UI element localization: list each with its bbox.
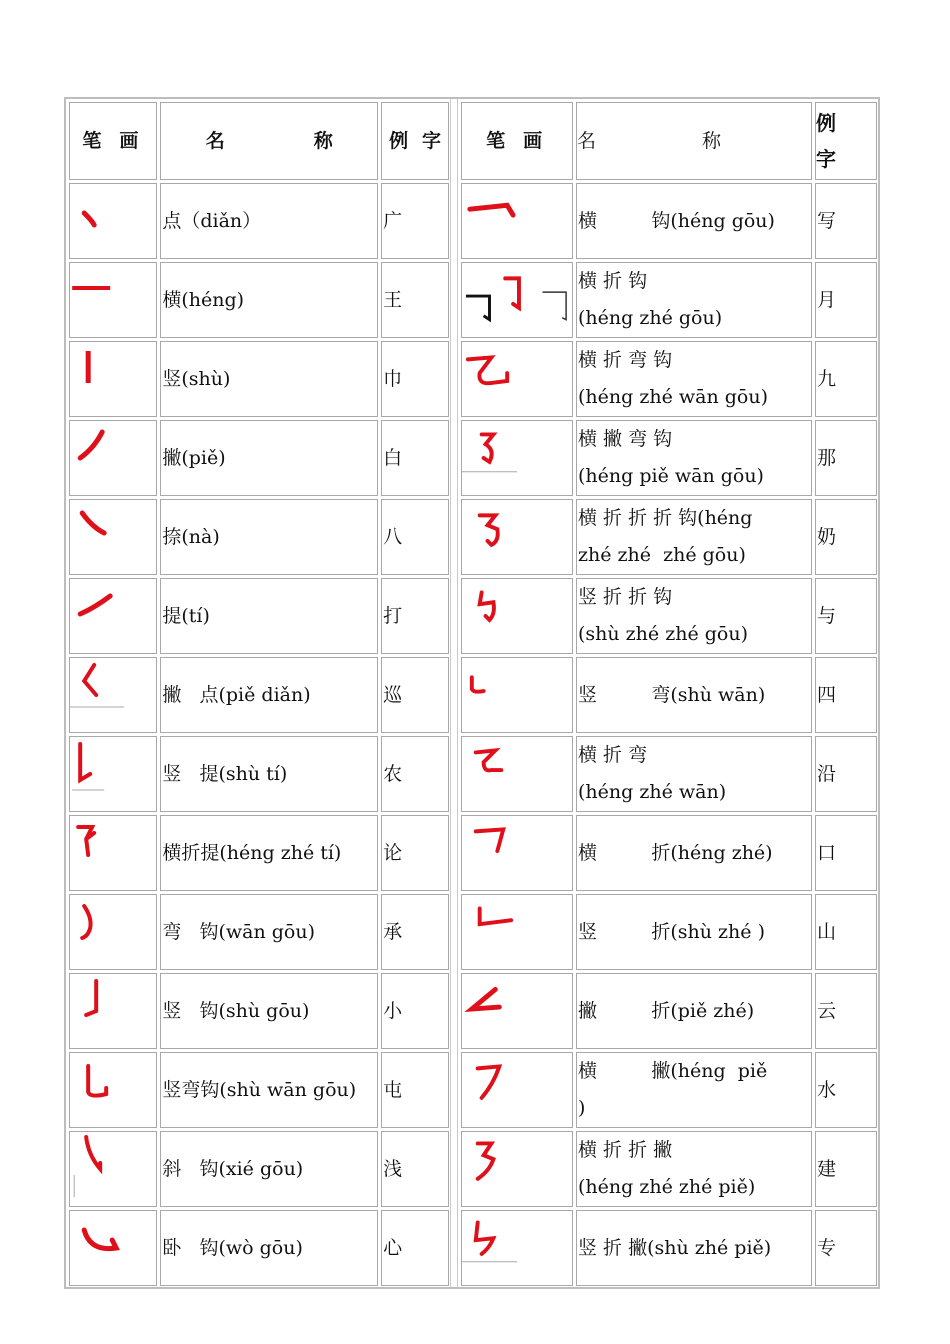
stroke-xiegou-icon	[69, 1131, 157, 1207]
stroke-hengzhezhezhegou-icon	[461, 499, 573, 575]
stroke-name	[576, 499, 812, 575]
stroke-wogou-icon	[69, 1210, 157, 1286]
table-row	[69, 578, 449, 654]
table-row	[69, 183, 449, 259]
example-char: 承	[381, 894, 449, 970]
example-char: 屯	[381, 1052, 449, 1128]
stroke-piedian-icon	[69, 657, 157, 733]
example-char: 打	[381, 578, 449, 654]
header-example-1: 例	[389, 130, 409, 152]
table-row	[461, 499, 877, 575]
table-row	[461, 894, 877, 970]
header-name-1: 名	[577, 130, 597, 152]
stroke-name-line2: (héng zhé wān)	[578, 781, 727, 803]
stroke-name	[576, 262, 812, 338]
stroke-name-line2: zhé zhé zhé gōu)	[578, 544, 746, 566]
stroke-name-line2: )	[578, 1097, 586, 1119]
example-char: 写	[815, 183, 877, 259]
stroke-hengpiewangou-icon	[461, 420, 573, 496]
stroke-shuwangou-icon	[69, 1052, 157, 1128]
stroke-name	[576, 1131, 812, 1207]
stroke-henggou-icon	[461, 183, 573, 259]
table-row	[69, 262, 449, 338]
stroke-dian-icon	[69, 183, 157, 259]
table-row	[461, 420, 877, 496]
stroke-shu-icon	[69, 341, 157, 417]
stroke-pie-icon	[69, 420, 157, 496]
stroke-name-line1: 横 折 折 折 钩(héng	[578, 507, 753, 529]
stroke-name: 竖(shù)	[160, 341, 378, 417]
stroke-hengzhegou-icon	[461, 262, 573, 338]
header-name-2: 称	[701, 130, 721, 152]
header-name-2: 称	[313, 130, 333, 152]
table-row	[69, 420, 449, 496]
stroke-name: 撇(piě)	[160, 420, 378, 496]
stroke-name: 斜 钩(xié gōu)	[160, 1131, 378, 1207]
stroke-shugou-icon	[69, 973, 157, 1049]
header-example-2: 字	[816, 147, 836, 171]
example-char: 水	[815, 1052, 877, 1128]
example-char: 口	[815, 815, 877, 891]
header-row	[69, 102, 449, 180]
table-row	[69, 1131, 449, 1207]
stroke-name-line1: 横 折 弯 钩	[578, 349, 673, 371]
stroke-hengzheti-icon	[69, 815, 157, 891]
header-example-2: 字	[422, 130, 442, 152]
stroke-name	[576, 341, 812, 417]
header-example	[815, 102, 877, 180]
example-char: 月	[815, 262, 877, 338]
table-row	[461, 578, 877, 654]
table-row	[461, 341, 877, 417]
stroke-table	[64, 97, 880, 1289]
table-row	[69, 973, 449, 1049]
stroke-ti-icon	[69, 578, 157, 654]
stroke-shuzhe-icon	[461, 894, 573, 970]
table-row	[69, 1052, 449, 1128]
stroke-name: 横折提(héng zhé tí)	[160, 815, 378, 891]
example-char: 沿	[815, 736, 877, 812]
example-char: 巾	[381, 341, 449, 417]
example-char: 王	[381, 262, 449, 338]
stroke-name-line1: 横 折 折 撇	[578, 1139, 673, 1161]
stroke-name: 卧 钩(wò gōu)	[160, 1210, 378, 1286]
right-table	[458, 99, 880, 1287]
table-row	[69, 815, 449, 891]
table-row	[461, 1210, 877, 1286]
header-stroke: 笔 画	[69, 102, 157, 180]
stroke-wangou-icon	[69, 894, 157, 970]
example-char: 专	[815, 1210, 877, 1286]
stroke-name: 撇 折(piě zhé)	[576, 973, 812, 1049]
stroke-hengzhezhepie-icon	[461, 1131, 573, 1207]
example-char: 那	[815, 420, 877, 496]
stroke-na-icon	[69, 499, 157, 575]
stroke-hengzhewangou-icon	[461, 341, 573, 417]
stroke-name-line2: (héng zhé zhé piě)	[578, 1176, 756, 1198]
table-row	[461, 657, 877, 733]
stroke-name-line1: 竖 折 折 钩	[578, 586, 673, 608]
stroke-name: 提(tí)	[160, 578, 378, 654]
table-divider	[450, 99, 458, 1287]
stroke-shuti-icon	[69, 736, 157, 812]
stroke-name: 捺(nà)	[160, 499, 378, 575]
example-char: 农	[381, 736, 449, 812]
example-char: 建	[815, 1131, 877, 1207]
stroke-name-line1: 横 撇(héng piě	[578, 1060, 768, 1082]
stroke-name: 竖 折 撇(shù zhé piě)	[576, 1210, 812, 1286]
example-char: 八	[381, 499, 449, 575]
example-char: 心	[381, 1210, 449, 1286]
table-row	[69, 736, 449, 812]
stroke-name-line2: (héng piě wān gōu)	[578, 465, 764, 487]
table-row	[69, 894, 449, 970]
stroke-name	[576, 578, 812, 654]
header-name	[160, 102, 378, 180]
example-char: 云	[815, 973, 877, 1049]
table-row	[461, 973, 877, 1049]
stroke-name: 竖 提(shù tí)	[160, 736, 378, 812]
table-row	[69, 499, 449, 575]
example-char: 广	[381, 183, 449, 259]
example-char: 浅	[381, 1131, 449, 1207]
header-example-1: 例	[816, 111, 836, 135]
stroke-name	[576, 1052, 812, 1128]
table-row	[69, 657, 449, 733]
stroke-name-line2: (shù zhé zhé gōu)	[578, 623, 748, 645]
example-char: 巡	[381, 657, 449, 733]
left-table	[66, 99, 452, 1287]
stroke-name	[576, 736, 812, 812]
stroke-name: 撇 点(piě diǎn)	[160, 657, 378, 733]
example-char: 四	[815, 657, 877, 733]
example-char: 奶	[815, 499, 877, 575]
table-row	[461, 262, 877, 338]
table-row	[69, 341, 449, 417]
table-row	[461, 183, 877, 259]
table-row	[69, 1210, 449, 1286]
stroke-name: 竖弯钩(shù wān gōu)	[160, 1052, 378, 1128]
stroke-shuwan-icon	[461, 657, 573, 733]
header-name	[576, 102, 812, 180]
example-char: 白	[381, 420, 449, 496]
header-name-1: 名	[205, 130, 225, 152]
stroke-hengzhe-icon	[461, 815, 573, 891]
header-example	[381, 102, 449, 180]
table-row	[461, 815, 877, 891]
table-row	[461, 736, 877, 812]
stroke-name: 点（diǎn）	[160, 183, 378, 259]
stroke-name	[576, 420, 812, 496]
stroke-name-line1: 横 撇 弯 钩	[578, 428, 673, 450]
stroke-name: 竖 弯(shù wān)	[576, 657, 812, 733]
example-char: 山	[815, 894, 877, 970]
table-row	[461, 1052, 877, 1128]
stroke-piezhe-icon	[461, 973, 573, 1049]
stroke-heng-icon	[69, 262, 157, 338]
stroke-name: 横 钩(héng gōu)	[576, 183, 812, 259]
header-row	[461, 102, 877, 180]
stroke-name: 竖 钩(shù gōu)	[160, 973, 378, 1049]
stroke-name: 弯 钩(wān gōu)	[160, 894, 378, 970]
stroke-hengzhewan-icon	[461, 736, 573, 812]
stroke-hengpie-icon	[461, 1052, 573, 1128]
stroke-shuzhepie-icon	[461, 1210, 573, 1286]
stroke-name-line2: (héng zhé wān gōu)	[578, 386, 768, 408]
example-char: 与	[815, 578, 877, 654]
stroke-name: 横 折(héng zhé)	[576, 815, 812, 891]
stroke-name-line1: 横 折 钩	[578, 270, 648, 292]
header-stroke: 笔 画	[461, 102, 573, 180]
example-char: 论	[381, 815, 449, 891]
example-char: 小	[381, 973, 449, 1049]
stroke-name: 横(héng)	[160, 262, 378, 338]
stroke-name-line1: 横 折 弯	[578, 744, 648, 766]
table-row	[461, 1131, 877, 1207]
example-char: 九	[815, 341, 877, 417]
stroke-name-line2: (héng zhé gōu)	[578, 307, 723, 329]
stroke-name: 竖 折(shù zhé )	[576, 894, 812, 970]
stroke-shuzhezhegou-icon	[461, 578, 573, 654]
